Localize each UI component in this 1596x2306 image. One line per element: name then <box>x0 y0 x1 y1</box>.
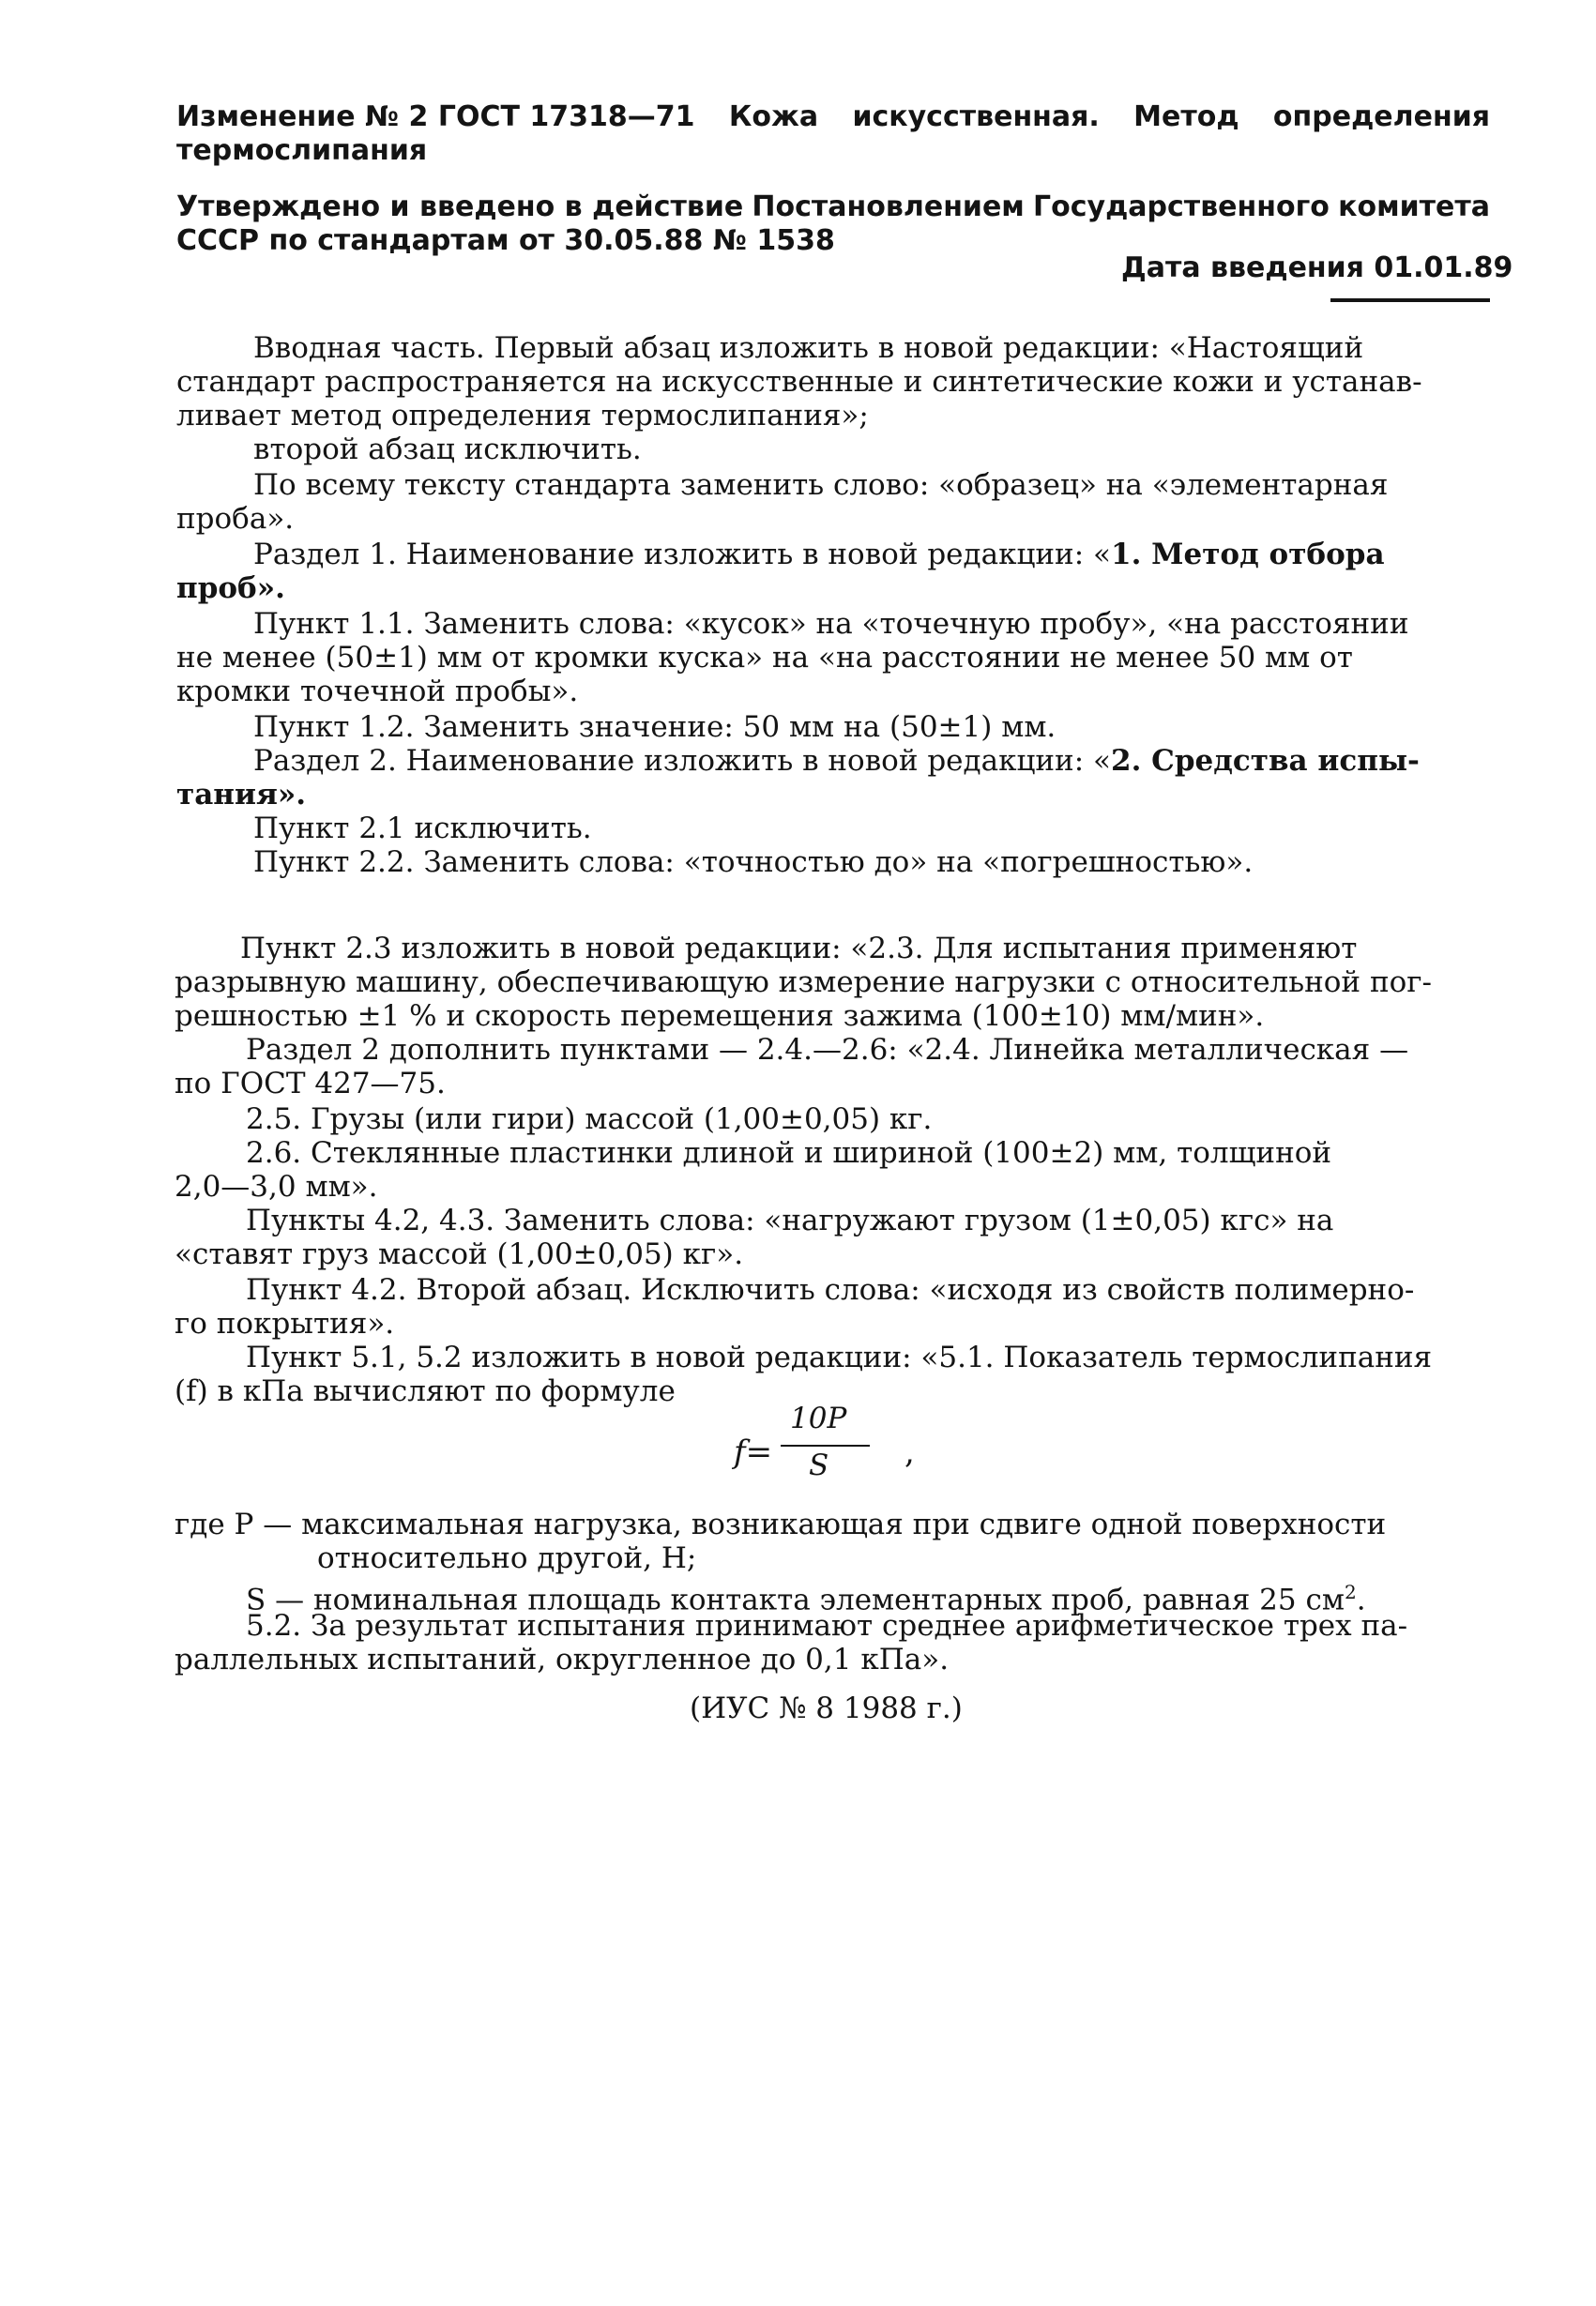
p11-line2: по ГОСТ 427—75. <box>175 1067 446 1100</box>
header-title-word3: Метод <box>1133 100 1239 133</box>
p14-line1: Пункты 4.2, 4.3. Заменить слова: «нагружают грузом (1±0,05) кгс» на <box>246 1204 1334 1237</box>
formula-denominator: S <box>809 1449 829 1482</box>
p17-line2: раллельных испытаний, округленное до 0,1 кПа». <box>175 1643 950 1676</box>
p11-line1: Раздел 2 дополнить пунктами — 2.4.—2.6: «2.4. Линейка металлическая — <box>246 1033 1409 1067</box>
p4-line2: проб». <box>176 571 285 605</box>
p17-line1: 5.2. За результат испытания принимают среднее арифметическое трех па- <box>246 1609 1408 1643</box>
header-approved-b: Постановлением <box>752 190 1025 223</box>
p12: 2.5. Грузы (или гири) массой (1,00±0,05) кг. <box>246 1102 933 1136</box>
p1-line3: ливает метод определения термослипания»; <box>176 399 869 432</box>
p14-line2: «ставят груз массой (1,00±0,05) кг». <box>175 1237 744 1271</box>
p1-line1: Вводная часть. Первый абзац изложить в новой редакции: «Настоящий <box>253 331 1364 365</box>
header-title-left: Изменение № 2 ГОСТ 17318—71 <box>176 100 695 133</box>
header-approved-c: Государственного <box>1033 190 1330 223</box>
formula-fraction-bar <box>781 1445 870 1447</box>
formula-numerator: 10P <box>790 1402 847 1435</box>
p4-line1-bold: 1. Метод отбора <box>1111 538 1385 571</box>
effective-date-underline <box>1330 298 1490 302</box>
p10-line2: разрывную машину, обеспечивающую измерение нагрузки с относительной пог- <box>175 965 1432 999</box>
header-approved-line2: СССР по стандартам от 30.05.88 № 1538 <box>176 224 835 257</box>
p13-line1: 2.6. Стеклянные пластинки длиной и шириной (100±2) мм, толщиной <box>246 1136 1332 1170</box>
p13-line2: 2,0—3,0 мм». <box>175 1170 378 1204</box>
header-title-word4: определения <box>1272 100 1490 133</box>
p5-line1: Пункт 1.1. Заменить слова: «кусок» на «точечную пробу», «на расстоянии <box>253 607 1409 641</box>
p16-line2: (f) в кПа вычисляют по формуле <box>175 1374 676 1408</box>
p3-line1: По всему тексту стандарта заменить слово: «образец» на «элементарная <box>253 468 1389 502</box>
source-reference: (ИУС № 8 1988 г.) <box>690 1692 963 1725</box>
p7-line1-text: Раздел 2. Наименование изложить в новой редакции: « <box>253 744 1111 778</box>
p15-line1: Пункт 4.2. Второй абзац. Исключить слова: «исходя из свойств полимерно- <box>246 1273 1415 1307</box>
formula-lhs: f= <box>734 1434 773 1471</box>
header-title-word2: искусственная. <box>852 100 1100 133</box>
p4-line1 <box>253 535 1385 575</box>
header-title-line2: термослипания <box>176 134 428 167</box>
header-approved-d: комитета <box>1338 190 1490 223</box>
p16-line1: Пункт 5.1, 5.2 изложить в новой редакции: «5.1. Показатель термослипания <box>246 1341 1433 1374</box>
p4-line1-text: Раздел 1. Наименование изложить в новой редакции: « <box>253 538 1111 571</box>
header-title-word1: Кожа <box>728 100 819 133</box>
p3-line2: проба». <box>176 502 295 536</box>
p7-line2: тания». <box>176 778 307 812</box>
p7-line1-bold: 2. Средства испы- <box>1111 744 1420 778</box>
p15-line2: го покрытия». <box>175 1307 395 1341</box>
where-s-text: S — номинальная площадь контакта элементарных проб, равная 25 см <box>246 1583 1345 1617</box>
p5-line3: кромки точечной пробы». <box>176 675 579 708</box>
where-p-line2: относительно другой, Н; <box>317 1541 697 1575</box>
p6: Пункт 1.2. Заменить значение: 50 мм на (50±1) мм. <box>253 710 1056 744</box>
where-s-superscript: 2 <box>1344 1581 1357 1603</box>
formula-comma: , <box>904 1434 915 1471</box>
p7-line1 <box>253 741 1420 781</box>
p2: второй абзац исключить. <box>253 432 642 466</box>
where-s-end: . <box>1356 1583 1366 1617</box>
p1-line2: стандарт распространяется на искусственные и синтетические кожи и устанав- <box>176 365 1422 399</box>
effective-date: Дата введения 01.01.89 <box>1121 251 1513 284</box>
p9: Пункт 2.2. Заменить слова: «точностью до» на «погрешностью». <box>253 845 1254 879</box>
where-p-line1: где P — максимальная нагрузка, возникающая при сдвиге одной поверхности <box>175 1508 1387 1541</box>
p5-line2: не менее (50±1) мм от кромки куска» на «на расстоянии не менее 50 мм от <box>176 641 1353 675</box>
p10-line1: Пункт 2.3 изложить в новой редакции: «2.3. Для испытания применяют <box>240 932 1358 965</box>
p8: Пункт 2.1 исключить. <box>253 812 592 845</box>
header-approved-a: Утверждено и введено в действие <box>176 190 744 223</box>
p10-line3: решностью ±1 % и скорость перемещения зажима (100±10) мм/мин». <box>175 999 1265 1033</box>
